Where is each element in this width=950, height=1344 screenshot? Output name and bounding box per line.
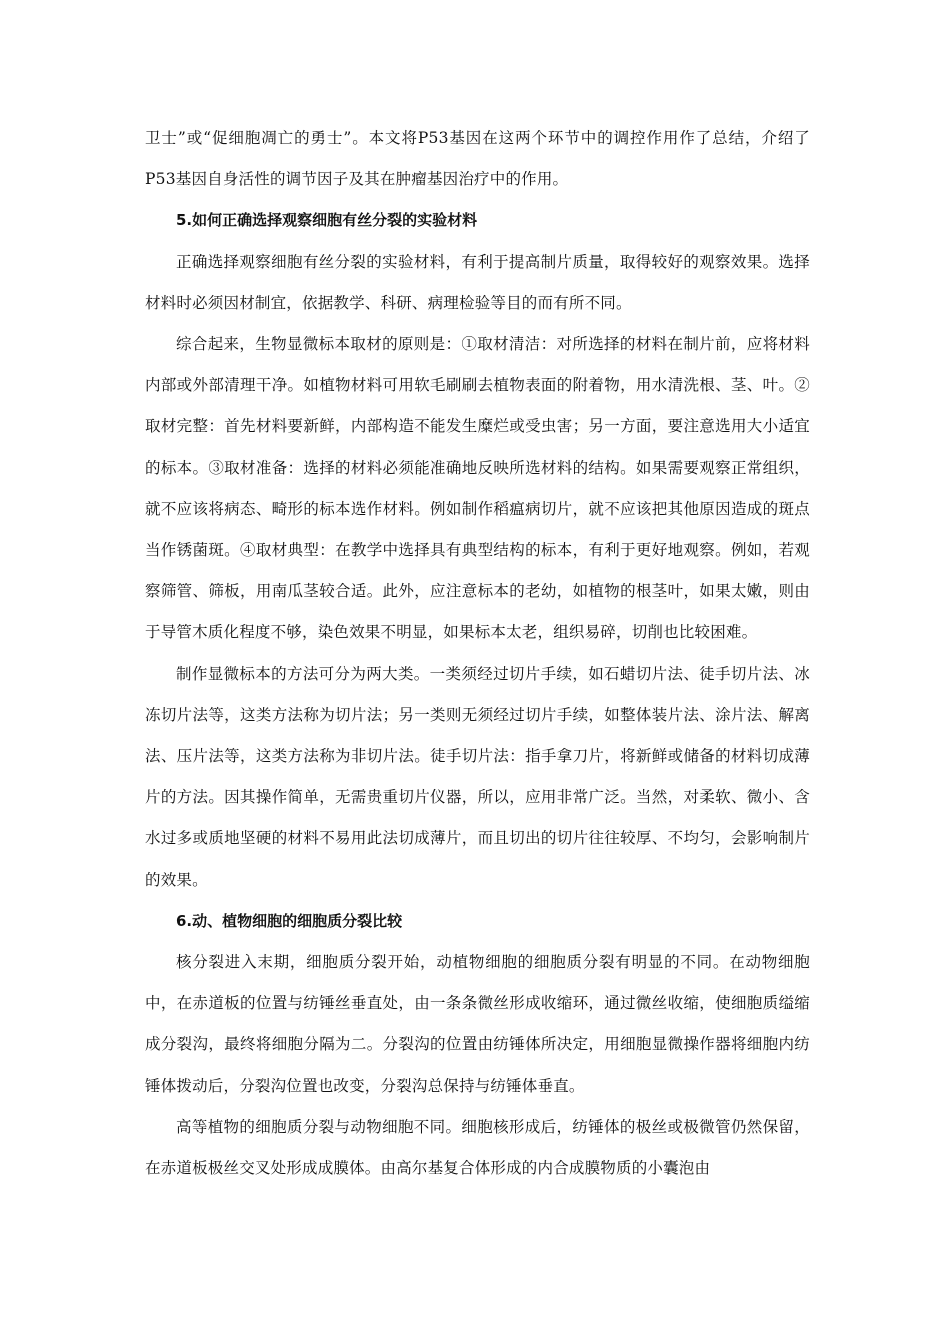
paragraph-animal-cytokinesis: 核分裂进入末期，细胞质分裂开始，动植物细胞的细胞质分裂有明显的不同。在动物细胞中，在赤道板的位置与纺锤丝垂直处，由一条条微丝形成收缩环，通过微丝收缩，使细胞质缢缩成分裂沟，最终将细胞分隔为二。分裂沟的位置由纺锤体所决定，用细胞显微操作器将细胞内纺锤体拨动后，分裂沟位置也改变，分裂沟总保持与纺锤体垂直。 [145, 953, 810, 1095]
paragraph-plant-cytokinesis: 高等植物的细胞质分裂与动物细胞不同。细胞核形成后，纺锤体的极丝或极微管仍然保留，在赤道板极丝交叉处形成成膜体。由高尔基复合体形成的内合成膜物质的小囊泡由 [145, 1117, 810, 1178]
document-page [145, 118, 810, 1189]
paragraph-p53-intro: 卫士”或“促细胞凋亡的勇士”。本文将P53基因在这两个环节中的调控作用作了总结，介绍了P53基因自身活性的调节因子及其在肿瘤基因治疗中的作用。 [145, 129, 810, 189]
section-heading-5: 5.如何正确选择观察细胞有丝分裂的实验材料 [176, 211, 478, 230]
paragraph-material-selection: 正确选择观察细胞有丝分裂的实验材料，有利于提高制片质量，取得较好的观察效果。选择材料时必须因材制宜，依据教学、科研、病理检验等目的而有所不同。 [145, 252, 810, 312]
paragraph-slide-methods: 制作显微标本的方法可分为两大类。一类须经过切片手续，如石蜡切片法、徒手切片法、冰冻切片法等，这类方法称为切片法；另一类则无须经过切片手续，如整体装片法、涂片法、解离法、压片法等，这类方法称为非切片法。徒手切片法：指手拿刀片，将新鲜或储备的材料切成薄片的方法。因其操作简单，无需贵重切片仪器，所以，应用非常广泛。当然，对柔软、微小、含水过多或质地坚硬的材料不易用此法切成薄片，而且切出的切片往往较厚、不均匀，会影响制片的效果。 [145, 664, 810, 889]
paragraph-sampling-principles: 综合起来，生物显微标本取材的原则是：①取材清洁：对所选择的材料在制片前，应将材料内部或外部清理干净。如植物材料可用软毛刷刷去植物表面的附着物，用水清洗根、茎、叶。②取材完整：首先材料要新鲜，内部构造不能发生糜烂或受虫害；另一方面，要注意选用大小适宜的标本。③取材准备：选择的材料必须能准确地反映所选材料的结构。如果需要观察正常组织，就不应该将病态、畸形的标本选作材料。例如制作稻瘟病切片，就不应该把其他原因造成的斑点当作锈菌斑。④取材典型：在教学中选择具有典型结构的标本，有利于更好地观察。例如，若观察筛管、筛板，用南瓜茎较合适。此外，应注意标本的老幼，如植物的根茎叶，如果太嫩，则由于导管木质化程度不够，染色效果不明显，如果标本太老，组织易碎，切削也比较困难。 [145, 335, 810, 642]
section-heading-6: 6.动、植物细胞的细胞质分裂比较 [176, 911, 403, 930]
